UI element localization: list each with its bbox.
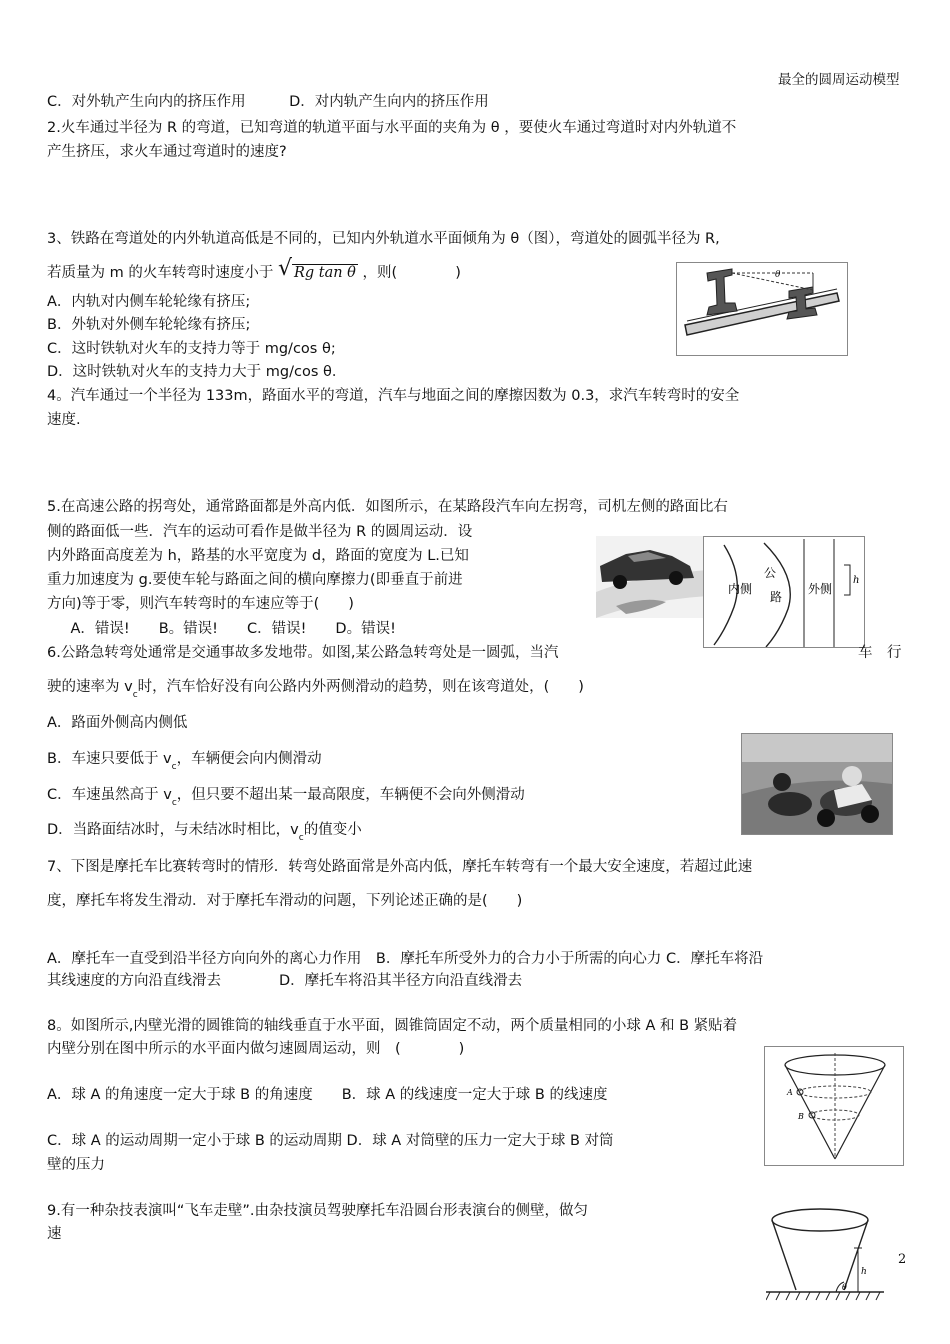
q6-line-2 xyxy=(47,677,584,705)
q1-options-cd: C．对外轨产生向内的挤压作用 D．对内轨产生向内的挤压作用 xyxy=(47,94,489,110)
bowl-diagram xyxy=(766,1198,884,1304)
q3-answer-blank: ，则( ) xyxy=(362,265,461,281)
cone-ball-a-label: A xyxy=(787,1088,793,1097)
q3-stem-text: 若质量为 m 的火车转弯时速度小于 xyxy=(47,265,274,281)
q3-option-c: C．这时铁轨对火车的支持力等于 mg/cos θ; xyxy=(47,341,336,357)
q8-options-ab: A．球 A 的角速度一定大于球 B 的角速度 B．球 A 的线速度一定大于球 B 的线速度 xyxy=(47,1087,608,1103)
q7-line-2: 度，摩托车将发生滑动．对于摩托车滑动的问题，下列论述正确的是( ) xyxy=(47,893,523,909)
q5-line-4: 重力加速度为 g.要使车轮与路面之间的横向摩擦力(即垂直于前进 xyxy=(47,572,463,588)
cone-diagram xyxy=(765,1047,903,1165)
q6-option-b-part-2: ，车辆便会向内侧滑动 xyxy=(176,751,322,767)
q8-line-2: 内壁分别在图中所示的水平面内做匀速圆周运动，则 ( ) xyxy=(47,1041,465,1057)
q6-option-d-part-1: D．当路面结冰时，与未结冰时相比，v xyxy=(47,822,299,838)
q3-option-b: B．外轨对外侧车轮轮缘有挤压; xyxy=(47,317,251,333)
q5-options: A．错误! B。错误! C．错误! D。错误! xyxy=(56,621,396,637)
q3-sqrt-expression: √ Rg tan θ xyxy=(277,256,356,281)
q5-line-3: 内外路面高度差为 h，路基的水平宽度为 d，路面的宽度为 L.已知 xyxy=(47,548,469,564)
q7-line-3: A．摩托车一直受到沿半径方向向外的离心力作用 B．摩托车所受外力的合力小于所需的向心力 C．摩托车将沿 xyxy=(47,951,764,967)
q6-option-d-part-2: 的值变小 xyxy=(303,822,362,838)
road-h-label: h xyxy=(853,575,860,586)
q6-line-2-part-1: 驶的速率为 v xyxy=(47,679,133,695)
q6-line-1-right: 车 行 xyxy=(858,645,902,661)
q9-line-1: 9.有一种杂技表演叫“飞车走壁”.由杂技演员驾驶摩托车沿圆台形表演台的侧壁，做匀 xyxy=(47,1203,588,1219)
car-photo-figure xyxy=(596,536,708,618)
road-inner-label: 内侧 xyxy=(728,582,753,596)
bowl-h-label: h xyxy=(861,1267,867,1277)
q3-option-d: D．这时铁轨对火车的支持力大于 mg/cos θ． xyxy=(47,364,347,380)
q6-option-d-sub: c xyxy=(298,833,304,843)
q6-option-b-sub: c xyxy=(171,762,177,772)
q5-line-5: 方向)等于零，则汽车转弯时的车速应等于( ) xyxy=(47,596,354,612)
q2-line-2: 产生挤压，求火车通过弯道时的速度? xyxy=(47,144,287,160)
q6-option-c-sub: c xyxy=(171,798,177,808)
q7-line-1: 7、下图是摩托车比赛转弯时的情形．转弯处路面常是外高内低，摩托车转弯有一个最大安全速度，若超过此速 xyxy=(47,859,753,875)
q8-line-1: 8。如图所示,内壁光滑的圆锥筒的轴线垂直于水平面，圆锥筒固定不动，两个质量相同的小球 A 和 B 紧贴着 xyxy=(47,1018,738,1034)
road-outer-label: 外侧 xyxy=(808,582,833,596)
road-diagram xyxy=(704,537,864,647)
bowl-theta-label: θ xyxy=(842,1283,847,1292)
q4-line-1: 4。汽车通过一个半径为 133m，路面水平的弯道，汽车与地面之间的摩擦因数为 0.3，求汽车转弯时的安全 xyxy=(47,388,740,404)
q2-line-1: 2.火车通过半径为 R 的弯道，已知弯道的轨道平面与水平面的夹角为 θ ，要使火车通过弯道时对内外轨道不 xyxy=(47,120,737,136)
motorcycle-photo-image xyxy=(742,734,892,834)
cone-ball-b-label: B xyxy=(798,1112,804,1121)
page-number: 2 xyxy=(898,1252,907,1267)
q6-option-b xyxy=(47,749,322,777)
q5-line-2: 侧的路面低一些．汽车的运动可看作是做半径为 R 的圆周运动．设 xyxy=(47,524,473,540)
q5-line-1: 5.在高速公路的拐弯处，通常路面都是外高内低．如图所示，在某路段汽车向左拐弯，司机左侧的路面比右 xyxy=(47,499,728,515)
road-cross-section-figure xyxy=(703,536,865,648)
q6-line-1: 6.公路急转弯处通常是交通事故多发地带。如图,某公路急转弯处是一圆弧，当汽 xyxy=(47,645,559,661)
q7-line-4: 其线速度的方向沿直线滑去 D．摩托车将沿其半径方向沿直线滑去 xyxy=(47,973,523,989)
q3-sqrt-radicand: Rg tan θ xyxy=(293,265,356,281)
q3-line-2 xyxy=(47,256,461,283)
q6-line-2-part-2: 时，汽车恰好没有向公路内外两侧滑动的趋势，则在该弯道处，( ) xyxy=(137,679,584,695)
q6-option-c-part-1: C．车速虽然高于 v xyxy=(47,787,172,803)
cone-figure xyxy=(764,1046,904,1166)
q6-option-c-part-2: ，但只要不超出某一最高限度，车辆便不会向外侧滑动 xyxy=(176,787,525,803)
q3-line-1: 3、铁路在弯道处的内外轨道高低是不同的，已知内外轨道水平面倾角为 θ（图），弯道处的圆弧半径为 R, xyxy=(47,231,720,247)
rail-track-figure xyxy=(676,262,848,356)
q6-option-c xyxy=(47,785,525,813)
q8-option-cd-cont: 壁的压力 xyxy=(47,1157,105,1173)
q9-line-2: 速 xyxy=(47,1226,62,1242)
q6-line-2-sub: c xyxy=(132,690,138,700)
road-label-1: 公 xyxy=(764,566,777,580)
motorcycle-photo-figure xyxy=(741,733,893,835)
road-label-2: 路 xyxy=(770,590,783,604)
q6-option-a: A．路面外侧高内侧低 xyxy=(47,715,188,731)
page-header: 最全的圆周运动模型 xyxy=(778,72,900,88)
rail-track-diagram xyxy=(677,263,847,355)
q6-option-b-part-1: B．车速只要低于 v xyxy=(47,751,172,767)
q4-line-2: 速度. xyxy=(47,412,81,428)
track-theta-label: θ xyxy=(775,270,781,280)
q6-option-d xyxy=(47,820,362,848)
q3-option-a: A．内轨对内侧车轮轮缘有挤压; xyxy=(47,294,251,310)
q8-option-cd: C．球 A 的运动周期一定小于球 B 的运动周期 D．球 A 对筒壁的压力一定大于球 B 对筒 xyxy=(47,1133,614,1149)
car-photo-image xyxy=(596,536,708,618)
bowl-figure xyxy=(766,1198,884,1304)
